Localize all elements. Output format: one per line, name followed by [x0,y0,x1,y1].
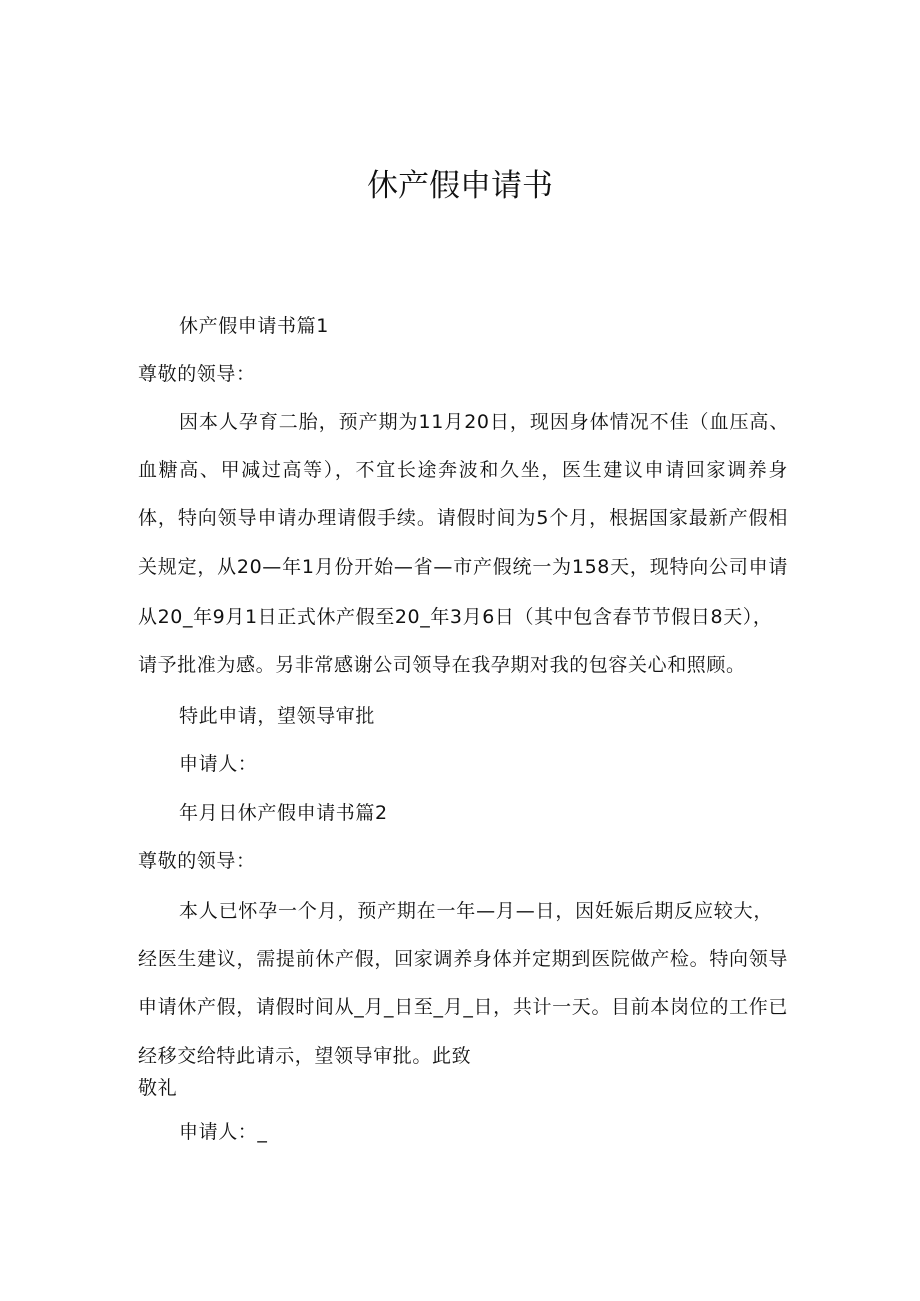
section2-applicant: 申请人：_ [179,1121,268,1143]
section2-paragraph-line: 经移交给特此请示，望领导审批。此致 [138,1045,472,1067]
section1-paragraph-line: 请予批准为感。另非常感谢公司领导在我孕期对我的包容关心和照顾。 [138,654,746,676]
section1-applicant: 申请人： [179,753,258,775]
section1-closing: 特此申请，望领导审批 [179,705,376,727]
section2-paragraph-line: 申请休产假，请假时间从_月_日至_月_日，共计一天。目前本岗位的工作已 [138,996,788,1018]
section1-salutation: 尊敬的领导： [138,363,256,385]
section2-salutation: 尊敬的领导： [138,850,256,872]
section1-paragraph-line: 从20_年9月1日正式休产假至20_年3月6日（其中包含春节节假日8天）， [138,606,773,628]
section2-regards: 敬礼 [138,1077,178,1099]
section1-paragraph-line: 因本人孕育二胎，预产期为11月20日，现因身体情况不佳（血压高、 [179,411,789,433]
section2-paragraph-line: 本人已怀孕一个月，预产期在一年—月—日，因妊娠后期反应较大， [179,900,773,922]
section1-paragraph-line: 体，特向领导申请办理请假手续。请假时间为5个月，根据国家最新产假相 [138,507,788,529]
section1-heading: 休产假申请书篇1 [179,315,329,337]
document-title: 休产假申请书 [367,168,553,204]
section1-paragraph-line: 血糖高、甲减过高等），不宜长途奔波和久坐，医生建议申请回家调养身 [138,459,788,481]
section2-paragraph-line: 经医生建议，需提前休产假，回家调养身体并定期到医院做产检。特向领导 [138,948,788,970]
section2-heading: 年月日休产假申请书篇2 [179,802,388,824]
section1-paragraph-line: 关规定，从20—年1月份开始—省—市产假统一为158天，现特向公司申请 [138,556,788,578]
